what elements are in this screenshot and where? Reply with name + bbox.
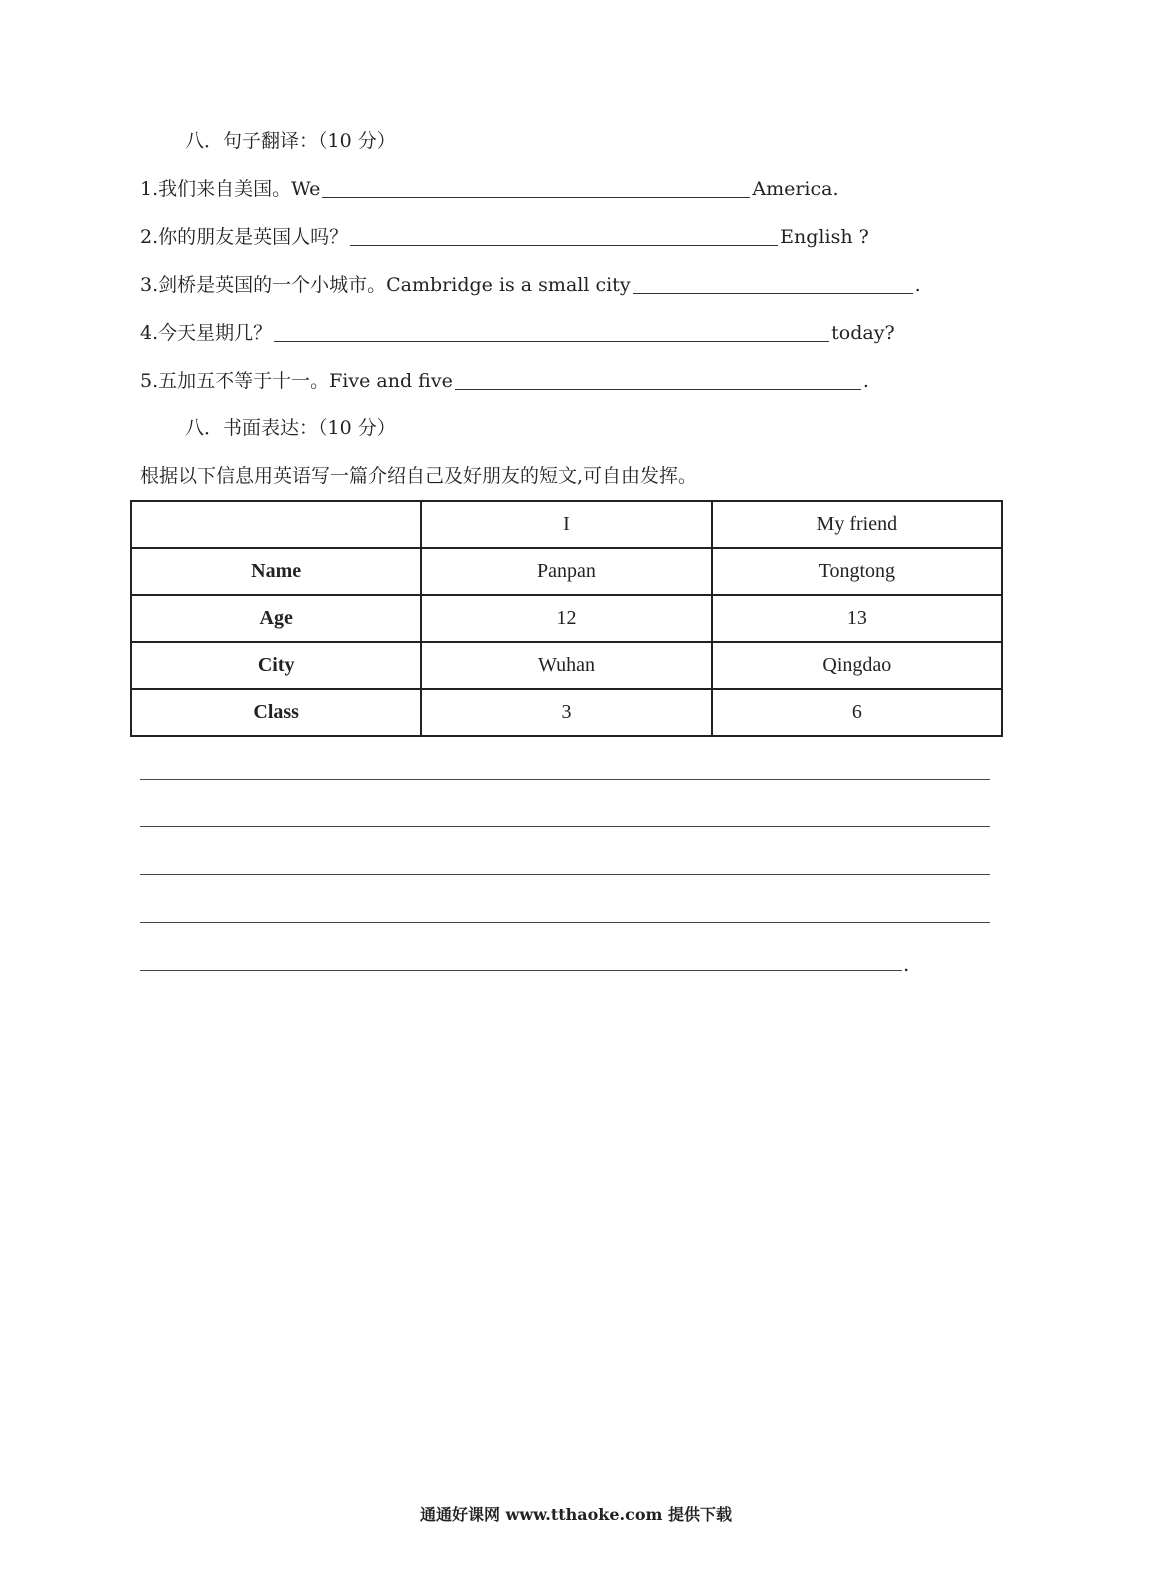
question-1-prompt: 1.我们来自美国。We bbox=[140, 178, 321, 200]
answer-blank-3[interactable] bbox=[633, 275, 913, 294]
row-label-class: Class bbox=[131, 689, 421, 736]
table-row bbox=[131, 548, 1002, 595]
answer-blank-5[interactable] bbox=[455, 371, 861, 390]
question-4-prompt: 4.今天星期几？ bbox=[140, 322, 273, 344]
cell-me-city: Wuhan bbox=[421, 642, 711, 689]
writing-line-4[interactable] bbox=[140, 922, 990, 923]
cell-me-class: 3 bbox=[421, 689, 711, 736]
question-2-suffix: English ? bbox=[780, 226, 869, 248]
row-label-name: Name bbox=[131, 548, 421, 595]
info-table bbox=[130, 500, 1003, 737]
table-row bbox=[131, 595, 1002, 642]
question-1-suffix: America. bbox=[752, 178, 839, 200]
question-2 bbox=[140, 224, 869, 250]
question-4-suffix: today? bbox=[831, 322, 895, 344]
cell-me-age: 12 bbox=[421, 595, 711, 642]
table-header-friend: My friend bbox=[712, 501, 1002, 548]
table-header-row bbox=[131, 501, 1002, 548]
writing-line-1[interactable] bbox=[140, 779, 990, 780]
answer-blank-2[interactable] bbox=[350, 227, 778, 246]
question-5 bbox=[140, 368, 869, 394]
table-row bbox=[131, 642, 1002, 689]
row-label-age: Age bbox=[131, 595, 421, 642]
question-3 bbox=[140, 272, 921, 298]
section-title-translation: 八．句子翻译：（10 分） bbox=[185, 130, 396, 152]
question-5-prompt: 5.五加五不等于十一。Five and five bbox=[140, 370, 453, 392]
writing-end-period: . bbox=[903, 952, 910, 976]
section-title-writing: 八．书面表达：（10 分） bbox=[185, 417, 396, 439]
question-1 bbox=[140, 176, 839, 202]
writing-line-2[interactable] bbox=[140, 826, 990, 827]
question-5-suffix: . bbox=[862, 370, 869, 392]
writing-line-3[interactable] bbox=[140, 874, 990, 875]
writing-line-5[interactable] bbox=[140, 970, 902, 971]
cell-friend-name: Tongtong bbox=[712, 548, 1002, 595]
table-header-me: I bbox=[421, 501, 711, 548]
row-label-city: City bbox=[131, 642, 421, 689]
answer-blank-1[interactable] bbox=[322, 179, 750, 198]
cell-friend-age: 13 bbox=[712, 595, 1002, 642]
writing-instruction: 根据以下信息用英语写一篇介绍自己及好朋友的短文,可自由发挥。 bbox=[140, 465, 698, 487]
cell-friend-class: 6 bbox=[712, 689, 1002, 736]
table-row bbox=[131, 689, 1002, 736]
question-4 bbox=[140, 320, 895, 346]
footer-source: 通通好课网 www.tthaoke.com 提供下载 bbox=[419, 1505, 733, 1524]
question-2-prompt: 2.你的朋友是英国人吗？ bbox=[140, 226, 349, 248]
answer-blank-4[interactable] bbox=[274, 323, 829, 342]
cell-friend-city: Qingdao bbox=[712, 642, 1002, 689]
cell-me-name: Panpan bbox=[421, 548, 711, 595]
question-3-prompt: 3.剑桥是英国的一个小城市。Cambridge is a small city bbox=[140, 274, 631, 296]
question-3-suffix: . bbox=[914, 274, 921, 296]
table-header-empty bbox=[131, 501, 421, 548]
